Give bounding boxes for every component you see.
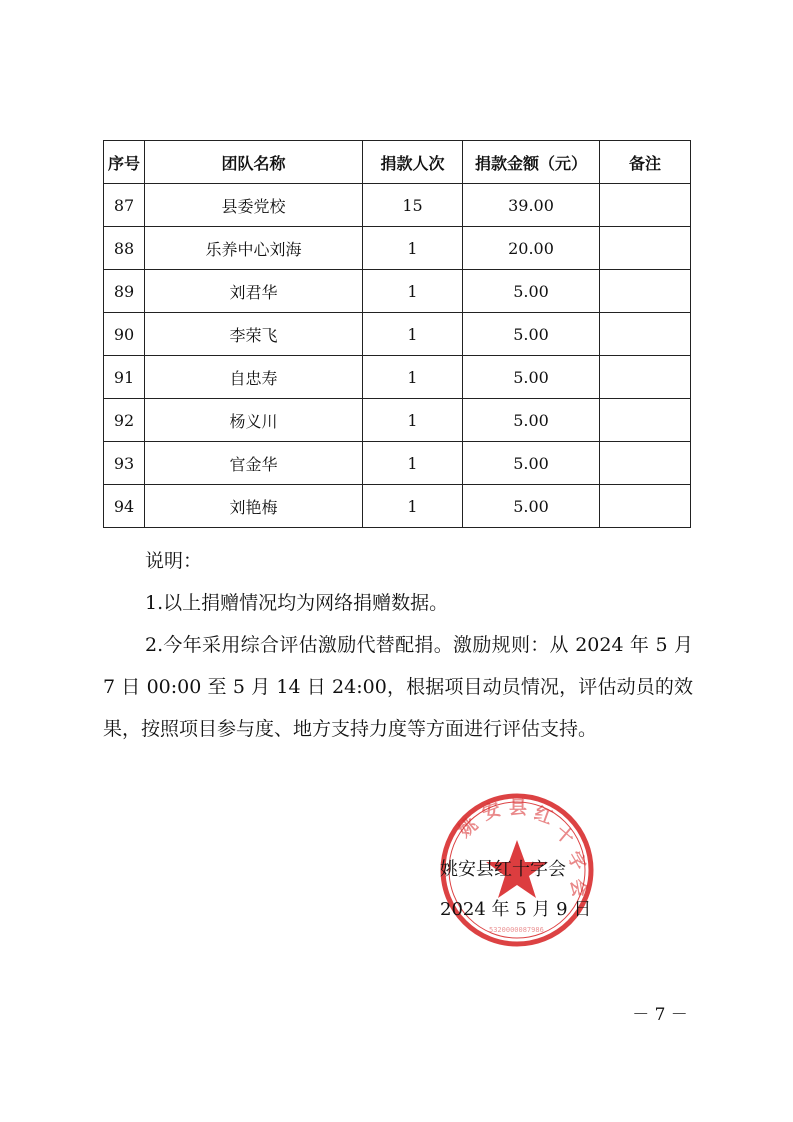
header-team-name: 团队名称 bbox=[145, 141, 363, 184]
table-row bbox=[104, 270, 691, 313]
cell-serial: 88 bbox=[104, 227, 145, 270]
cell-amount: 5.00 bbox=[463, 313, 600, 356]
table-row bbox=[104, 356, 691, 399]
cell-donor-count: 1 bbox=[363, 442, 463, 485]
header-remarks: 备注 bbox=[600, 141, 691, 184]
cell-donor-count: 1 bbox=[363, 399, 463, 442]
cell-serial: 89 bbox=[104, 270, 145, 313]
table-header-row bbox=[104, 141, 691, 184]
page-number: － 7 － bbox=[632, 1005, 688, 1025]
cell-serial: 91 bbox=[104, 356, 145, 399]
svg-text:会: 会 bbox=[566, 877, 590, 899]
cell-serial: 92 bbox=[104, 399, 145, 442]
cell-amount: 5.00 bbox=[463, 399, 600, 442]
cell-remarks bbox=[600, 485, 691, 528]
svg-text:县: 县 bbox=[509, 798, 527, 819]
svg-text:字: 字 bbox=[562, 848, 590, 875]
table-row bbox=[104, 485, 691, 528]
table-row bbox=[104, 313, 691, 356]
signature-organization: 姚安县红十字会 bbox=[440, 859, 566, 880]
cell-team-name: 乐养中心刘海 bbox=[145, 227, 363, 270]
cell-team-name: 李荣飞 bbox=[145, 313, 363, 356]
cell-team-name: 刘君华 bbox=[145, 270, 363, 313]
cell-team-name: 杨义川 bbox=[145, 399, 363, 442]
cell-remarks bbox=[600, 270, 691, 313]
cell-donor-count: 1 bbox=[363, 313, 463, 356]
header-amount: 捐款金额（元） bbox=[463, 141, 600, 184]
cell-remarks bbox=[600, 313, 691, 356]
header-serial: 序号 bbox=[104, 141, 145, 184]
cell-donor-count: 1 bbox=[363, 485, 463, 528]
svg-text:红: 红 bbox=[531, 802, 556, 829]
cell-serial: 93 bbox=[104, 442, 145, 485]
table-row bbox=[104, 227, 691, 270]
cell-team-name: 官金华 bbox=[145, 442, 363, 485]
cell-donor-count: 1 bbox=[363, 356, 463, 399]
notes-title: 说明： bbox=[145, 550, 203, 572]
note-item-2: 2.今年采用综合评估激励代替配捐。激励规则：从 2024 年 5 月 7 日 00:00 至 5 月 14 日 24:00，根据项目动员情况，评估动员的效果，按照项目参与度、地方支持力度等方面进行评估支持。 bbox=[103, 634, 693, 740]
cell-remarks bbox=[600, 442, 691, 485]
cell-donor-count: 1 bbox=[363, 270, 463, 313]
svg-text:十: 十 bbox=[550, 821, 579, 850]
cell-remarks bbox=[600, 227, 691, 270]
cell-serial: 87 bbox=[104, 184, 145, 227]
signature-date: 2024 年 5 月 9 日 bbox=[440, 899, 592, 920]
donation-table bbox=[103, 140, 691, 528]
cell-team-name: 刘艳梅 bbox=[145, 485, 363, 528]
table-row bbox=[104, 399, 691, 442]
cell-amount: 39.00 bbox=[463, 184, 600, 227]
cell-amount: 5.00 bbox=[463, 270, 600, 313]
cell-serial: 94 bbox=[104, 485, 145, 528]
cell-amount: 5.00 bbox=[463, 356, 600, 399]
svg-text:5320000087986: 5320000087986 bbox=[489, 926, 544, 934]
cell-serial: 90 bbox=[104, 313, 145, 356]
cell-amount: 5.00 bbox=[463, 442, 600, 485]
svg-text:姚: 姚 bbox=[454, 814, 483, 842]
header-donor-count: 捐款人次 bbox=[363, 141, 463, 184]
cell-team-name: 自忠寿 bbox=[145, 356, 363, 399]
cell-donor-count: 15 bbox=[363, 184, 463, 227]
svg-text:安: 安 bbox=[479, 798, 504, 825]
note-item-1: 1.以上捐赠情况均为网络捐赠数据。 bbox=[145, 592, 449, 614]
notes-section bbox=[103, 540, 693, 750]
cell-amount: 5.00 bbox=[463, 485, 600, 528]
cell-amount: 20.00 bbox=[463, 227, 600, 270]
cell-donor-count: 1 bbox=[363, 227, 463, 270]
signature-block bbox=[440, 850, 640, 930]
cell-remarks bbox=[600, 184, 691, 227]
table-row bbox=[104, 184, 691, 227]
cell-team-name: 县委党校 bbox=[145, 184, 363, 227]
cell-remarks bbox=[600, 399, 691, 442]
table-row bbox=[104, 442, 691, 485]
cell-remarks bbox=[600, 356, 691, 399]
